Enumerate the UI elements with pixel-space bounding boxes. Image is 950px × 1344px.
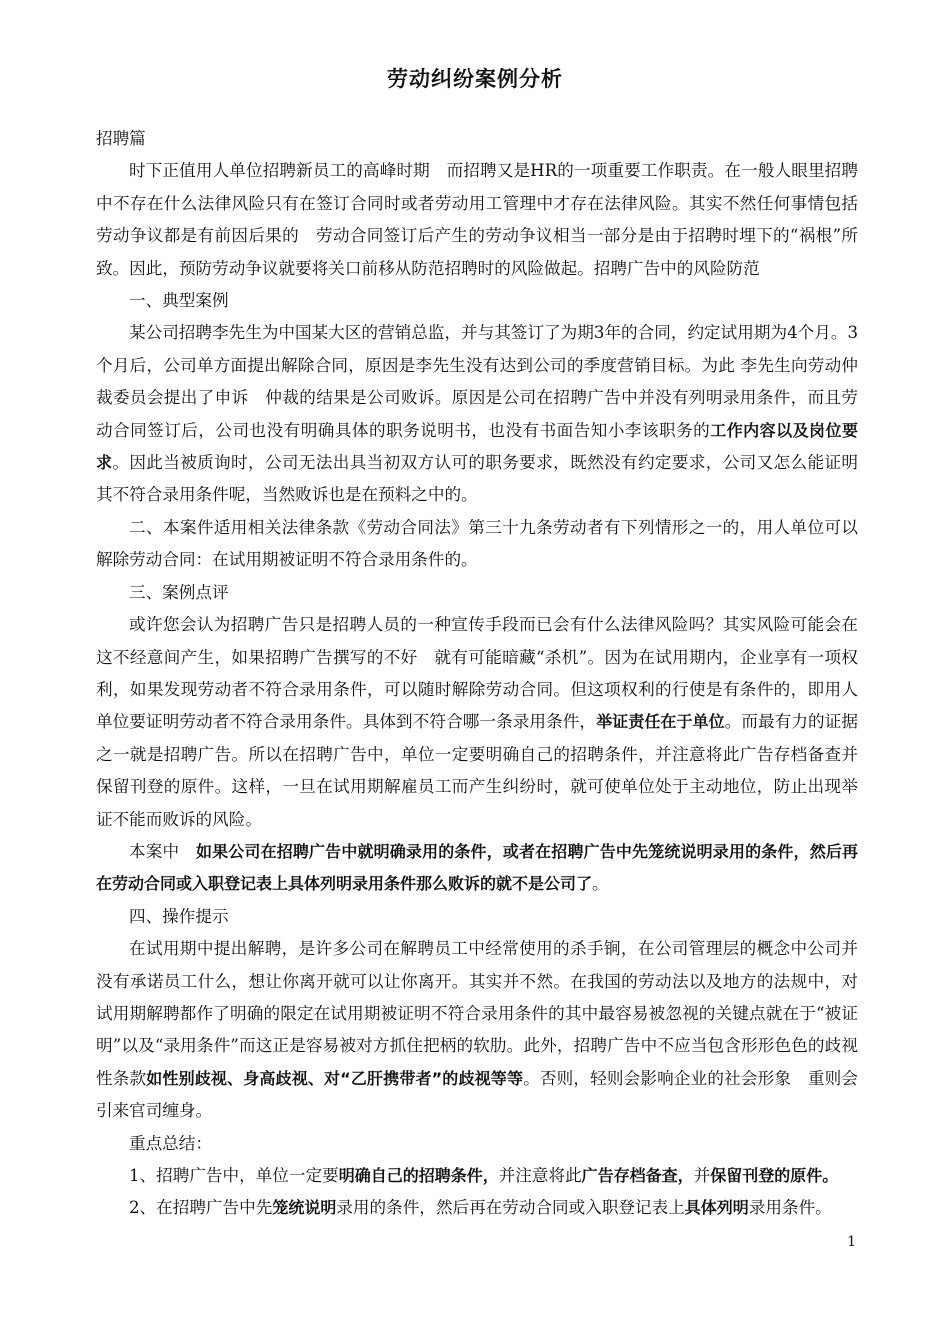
s1-text-3: 并 bbox=[693, 1166, 711, 1185]
s2-highlight-1: 笼统说明 bbox=[272, 1198, 337, 1218]
s1-text-2: 并注意将此 bbox=[498, 1166, 582, 1185]
tips-text-1: 在试用期中提出解聘，是许多公司在解聘员工中经常使用的杀手锏，在公司管理层的概念中公司并没有承诺员工什么，想让你离开就可以让你离开。其实并不然。在我国的劳动法以及地方的法规中，对试用期解聘都作了明确的限定在试用期被证明不符合录用条件的其中最容易被忽视的关键点就在于“被证明”以及“录用条件”而这正是容易被对方抓住把柄的软肋。此外，招聘广告中不应当包含形形色色的歧视性条款 bbox=[96, 939, 858, 1088]
intro-paragraph: 时下正值用人单位招聘新员工的高峰时期 而招聘又是HR的一项重要工作职责。在一般人眼里招聘中不存在什么法律风险只有在签订合同时或者劳动用工管理中才存在法律风险。其实不然任何事情包括劳动争议都是有前因后果的 劳动合同签订后产生的劳动争议相当一部分是由于招聘时埋下的“祸根”所致。因此，预防劳动争议就要将关口前移从防范招聘时的风险做起。招聘广告中的风险防范 bbox=[96, 161, 858, 278]
s2-text-2: 录用的条件，然后再在劳动合同或入职登记表上 bbox=[336, 1198, 685, 1218]
s1-highlight-2: 广告存档备查， bbox=[581, 1166, 694, 1185]
s2-text-1: 2、在招聘广告中先 bbox=[129, 1198, 273, 1218]
review-paragraph bbox=[96, 609, 858, 836]
document-body bbox=[96, 123, 858, 1225]
note-paragraph bbox=[96, 836, 858, 901]
review-text-1: 或许您会认为招聘广告只是招聘人员的一种宣传手段而已会有什么法律风险吗？其实风险可能会在这不经意间产生，如果招聘广告撰写的不好 就有可能暗藏“杀机”。因为在试用期内，企业享有一项权利，如果发现劳动者不符合录用条件，可以随时解除劳动合同。但这项权利的行使是有条件的，即用人单位要证明劳动者不符合录用条件。具体到不符合哪一条录用条件， bbox=[96, 615, 858, 732]
s1-text-1: 1、招聘广告中，单位一定要 bbox=[129, 1166, 339, 1185]
heading-case-review: 三、案例点评 bbox=[129, 582, 229, 602]
tips-highlight: 如性别歧视、身高歧视、对“乙肝携带者”的歧视等等 bbox=[146, 1068, 524, 1088]
case-text-2: 。因此当被质询时，公司无法出具当初双方认可的职务要求，既然没有约定要求，公司又怎么能证明其不符合录用条件呢，当然败诉也是在预料之中的。 bbox=[96, 453, 858, 505]
s2-text-3: 录用条件。 bbox=[748, 1198, 832, 1218]
summary-item-2 bbox=[96, 1192, 858, 1224]
s1-highlight-1: 明确自己的招聘条件， bbox=[338, 1166, 499, 1185]
note-text-1: 本案中 bbox=[129, 841, 196, 861]
s1-highlight-3: 保留刊登的原件。 bbox=[710, 1166, 839, 1185]
review-text-2: 。而最有力的证据之一就是招聘广告。所以在招聘广告中，单位一定要明确自己的招聘条件，并注意将此广告存档备查并保留刊登的原件。这样，一旦在试用期解雇员工而产生纠纷时，就可使单位处于主动地位，防止出现举证不能而败诉的风险。 bbox=[96, 712, 858, 829]
heading-typical-case: 一、典型案例 bbox=[129, 291, 229, 311]
law-paragraph: 二、本案件适用相关法律条款《劳动合同法》第三十九条劳动者有下列情形之一的，用人单位可以解除劳动合同：在试用期被证明不符合录用条件的。 bbox=[96, 517, 858, 570]
case-paragraph bbox=[96, 317, 858, 511]
summary-label: 重点总结： bbox=[129, 1133, 212, 1153]
case-highlight: 工作内容以及岗位要求 bbox=[96, 420, 858, 473]
s2-highlight-2: 具体列明 bbox=[684, 1198, 749, 1218]
review-highlight: 举证责任在于单位 bbox=[596, 712, 725, 732]
tips-paragraph bbox=[96, 933, 858, 1127]
section-heading: 招聘篇 bbox=[96, 129, 146, 148]
document-title: 劳动纠纷案例分析 bbox=[387, 67, 563, 91]
summary-item-1 bbox=[96, 1160, 858, 1192]
note-text-2: 。 bbox=[592, 874, 609, 894]
tips-text-2: 。否则，轻则会影响企业的社会形象 重则会引来官司缠身。 bbox=[96, 1068, 858, 1121]
case-text-1: 某公司招聘李先生为中国某大区的营销总监，并与其签订了为期3年的合同，约定试用期为4个月。3个月后，公司单方面提出解除合同，原因是李先生没有达到公司的季度营销目标。为此 李先生向劳动仲裁委员会提出了申诉 仲裁的结果是公司败诉。原因是公司在招聘广告中并没有列明录用条件，而且劳动合同签订后，公司也没有明确具体的职务说明书，也没有书面告知小李该职务的 bbox=[96, 323, 858, 440]
page-number: 1 bbox=[847, 1234, 856, 1250]
note-highlight: 如果公司在招聘广告中就明确录用的条件，或者在招聘广告中先笼统说明录用的条件，然后再在劳动合同或入职登记表上具体列明录用条件那么败诉的就不是公司了 bbox=[96, 841, 858, 894]
heading-operation-tips: 四、操作提示 bbox=[129, 906, 229, 926]
